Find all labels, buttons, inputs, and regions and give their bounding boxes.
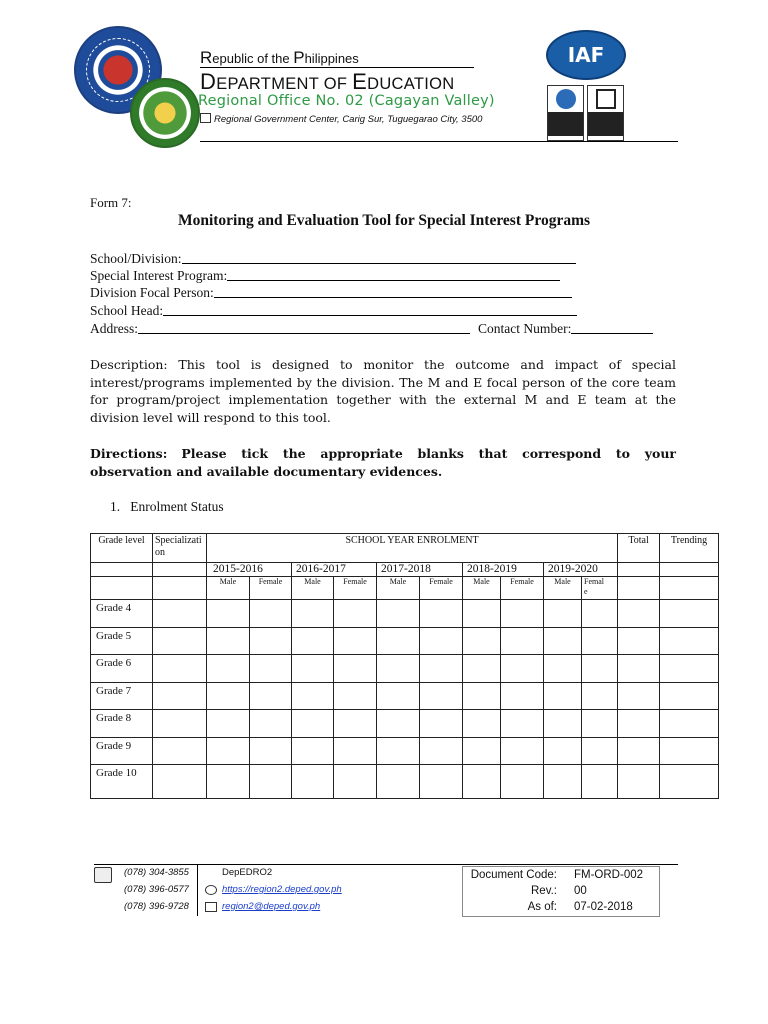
table-cell[interactable] bbox=[334, 765, 377, 799]
table-cell[interactable] bbox=[250, 600, 292, 628]
table-cell[interactable] bbox=[207, 765, 250, 799]
office-address: Regional Government Center, Carig Sur, Tuguegarao City, 3500 bbox=[200, 113, 482, 125]
phone-icon bbox=[94, 867, 112, 883]
grade-label: Grade 5 bbox=[91, 628, 153, 655]
table-cell[interactable] bbox=[544, 738, 582, 765]
table-row bbox=[91, 765, 719, 799]
col-female: Female bbox=[334, 577, 377, 600]
table-cell[interactable] bbox=[582, 710, 618, 738]
year-2019-2020: 2019-2020 bbox=[544, 563, 618, 577]
revision-number: 00 bbox=[574, 885, 587, 897]
grade-label: Grade 10 bbox=[91, 765, 153, 799]
contact-number-blank[interactable] bbox=[571, 322, 653, 334]
table-cell[interactable] bbox=[377, 683, 420, 710]
table-cell[interactable] bbox=[501, 683, 544, 710]
col-female: Female bbox=[501, 577, 544, 600]
table-cell[interactable] bbox=[463, 710, 501, 738]
col-female: Female bbox=[582, 577, 618, 600]
col-female: Female bbox=[250, 577, 292, 600]
iso-certification-badge bbox=[547, 85, 584, 141]
table-cell[interactable] bbox=[660, 683, 719, 710]
table-cell[interactable] bbox=[153, 765, 207, 799]
ukas-badge-band bbox=[588, 112, 623, 136]
table-cell[interactable] bbox=[582, 683, 618, 710]
table-cell[interactable] bbox=[377, 710, 420, 738]
table-cell[interactable] bbox=[153, 738, 207, 765]
table-row bbox=[91, 683, 719, 710]
grade-label: Grade 9 bbox=[91, 738, 153, 765]
as-of-date: 07-02-2018 bbox=[574, 901, 633, 913]
grade-label: Grade 8 bbox=[91, 710, 153, 738]
table-row bbox=[91, 738, 719, 765]
focal-person-blank[interactable] bbox=[214, 286, 572, 298]
year-2017-2018: 2017-2018 bbox=[377, 563, 463, 577]
table-cell[interactable] bbox=[420, 710, 463, 738]
table-cell[interactable] bbox=[207, 738, 250, 765]
field-school-division: School/Division: bbox=[90, 251, 576, 267]
table-cell[interactable] bbox=[463, 628, 501, 655]
table-cell[interactable] bbox=[660, 765, 719, 799]
table-sex-row bbox=[91, 577, 719, 600]
table-cell[interactable] bbox=[207, 600, 250, 628]
table-cell[interactable] bbox=[660, 655, 719, 683]
table-cell[interactable] bbox=[207, 655, 250, 683]
table-cell[interactable] bbox=[660, 628, 719, 655]
table-cell[interactable] bbox=[660, 710, 719, 738]
table-cell[interactable] bbox=[618, 683, 660, 710]
table-cell[interactable] bbox=[544, 710, 582, 738]
ukas-crown-icon bbox=[596, 89, 616, 109]
address-blank[interactable] bbox=[138, 322, 470, 334]
republic-underline bbox=[200, 67, 474, 68]
footer-email-link[interactable]: region2@deped.gov.ph bbox=[222, 901, 321, 912]
year-2018-2019: 2018-2019 bbox=[463, 563, 544, 577]
school-division-blank[interactable] bbox=[182, 252, 576, 264]
footer-phone-3: (078) 396-9728 bbox=[124, 901, 189, 912]
table-cell[interactable] bbox=[207, 628, 250, 655]
col-male: Male bbox=[463, 577, 501, 600]
section-enrolment-status: 1. Enrolment Status bbox=[110, 499, 224, 514]
table-cell[interactable] bbox=[420, 683, 463, 710]
table-cell[interactable] bbox=[420, 600, 463, 628]
table-cell[interactable] bbox=[463, 738, 501, 765]
field-school-head: School Head: bbox=[90, 303, 577, 319]
nqa-mark-icon bbox=[556, 89, 576, 109]
footer-phone-2: (078) 396-0577 bbox=[124, 884, 189, 895]
document-code: FM-ORD-002 bbox=[574, 869, 644, 881]
table-cell[interactable] bbox=[334, 600, 377, 628]
envelope-icon bbox=[205, 902, 217, 912]
table-cell[interactable] bbox=[377, 600, 420, 628]
directions-paragraph: Directions: Please tick the appropriate blanks that correspond to your observation and available documentary evidences. bbox=[90, 446, 676, 479]
grade-label: Grade 4 bbox=[91, 600, 153, 628]
as-of-row: As of: 07-02-2018 bbox=[527, 901, 633, 913]
table-cell[interactable] bbox=[582, 765, 618, 799]
table-cell[interactable] bbox=[544, 683, 582, 710]
col-male: Male bbox=[377, 577, 420, 600]
regional-office-name: Regional Office No. 02 (Cagayan Valley) bbox=[198, 93, 495, 109]
table-cell[interactable] bbox=[420, 738, 463, 765]
table-cell bbox=[91, 577, 153, 600]
footer-separator bbox=[197, 864, 198, 916]
table-cell[interactable] bbox=[420, 655, 463, 683]
table-cell[interactable] bbox=[377, 628, 420, 655]
table-cell[interactable] bbox=[250, 710, 292, 738]
table-cell[interactable] bbox=[660, 738, 719, 765]
table-cell[interactable] bbox=[377, 738, 420, 765]
footer-website-link[interactable]: https://region2.deped.gov.ph bbox=[222, 884, 342, 895]
table-cell bbox=[91, 563, 153, 577]
table-cell[interactable] bbox=[153, 628, 207, 655]
table-row bbox=[91, 710, 719, 738]
table-cell[interactable] bbox=[250, 738, 292, 765]
table-cell[interactable] bbox=[544, 765, 582, 799]
table-cell[interactable] bbox=[501, 655, 544, 683]
form-number: Form 7: bbox=[90, 195, 132, 210]
table-cell[interactable] bbox=[377, 765, 420, 799]
table-cell[interactable] bbox=[153, 655, 207, 683]
table-cell[interactable] bbox=[420, 628, 463, 655]
table-cell[interactable] bbox=[292, 765, 334, 799]
table-row bbox=[91, 655, 719, 683]
field-special-interest-program: Special Interest Program: bbox=[90, 268, 560, 284]
table-cell[interactable] bbox=[207, 710, 250, 738]
table-year-row bbox=[91, 563, 719, 577]
table-cell[interactable] bbox=[618, 600, 660, 628]
field-address: Address: Contact Number: bbox=[90, 321, 653, 337]
grade-label: Grade 7 bbox=[91, 683, 153, 710]
table-cell[interactable] bbox=[292, 738, 334, 765]
school-head-blank[interactable] bbox=[163, 304, 577, 316]
table-cell[interactable] bbox=[334, 628, 377, 655]
table-cell[interactable] bbox=[501, 600, 544, 628]
header-specialization: Specialization bbox=[153, 534, 207, 563]
department-heading: DEPARTMENT OF EDUCATION bbox=[200, 69, 455, 94]
regional-office-seal-logo bbox=[130, 78, 200, 148]
table-cell[interactable] bbox=[420, 765, 463, 799]
table-cell[interactable] bbox=[334, 710, 377, 738]
iaf-logo: IAF bbox=[546, 30, 626, 80]
table-cell[interactable] bbox=[544, 628, 582, 655]
home-icon bbox=[200, 113, 211, 123]
table-cell[interactable] bbox=[618, 628, 660, 655]
table-cell[interactable] bbox=[618, 765, 660, 799]
table-cell[interactable] bbox=[582, 628, 618, 655]
table-cell[interactable] bbox=[153, 710, 207, 738]
rev-row: Rev.: 00 bbox=[531, 885, 587, 897]
table-cell[interactable] bbox=[544, 655, 582, 683]
table-cell bbox=[618, 563, 660, 577]
table-cell[interactable] bbox=[334, 655, 377, 683]
table-cell[interactable] bbox=[501, 628, 544, 655]
footer-phone-1: (078) 304-3855 bbox=[124, 867, 189, 878]
table-cell[interactable] bbox=[250, 683, 292, 710]
header-grade-level: Grade level bbox=[91, 534, 153, 563]
doc-code-row: Document Code: FM-ORD-002 bbox=[470, 869, 644, 881]
table-cell[interactable] bbox=[618, 738, 660, 765]
table-cell[interactable] bbox=[377, 655, 420, 683]
header-divider bbox=[200, 141, 678, 142]
table-cell[interactable] bbox=[250, 655, 292, 683]
field-division-focal-person: Division Focal Person: bbox=[90, 285, 572, 301]
table-cell bbox=[153, 577, 207, 600]
table-cell[interactable] bbox=[463, 655, 501, 683]
table-row bbox=[91, 600, 719, 628]
description-paragraph: Description: This tool is designed to monitor the outcome and impact of special interest/programs implemented by the division. The M and E focal person of the core team for program/project implementation together with the external M and E team at the division level will respond to this tool. bbox=[90, 357, 676, 425]
year-2016-2017: 2016-2017 bbox=[292, 563, 377, 577]
table-cell bbox=[153, 563, 207, 577]
table-cell[interactable] bbox=[463, 683, 501, 710]
col-male: Male bbox=[207, 577, 250, 600]
col-male: Male bbox=[544, 577, 582, 600]
program-blank[interactable] bbox=[227, 269, 560, 281]
document-control-box bbox=[462, 866, 660, 917]
footer-divider bbox=[94, 864, 678, 865]
table-cell[interactable] bbox=[292, 655, 334, 683]
table-cell bbox=[660, 577, 719, 600]
table-cell[interactable] bbox=[618, 710, 660, 738]
table-cell[interactable] bbox=[501, 710, 544, 738]
enrolment-table bbox=[90, 533, 719, 799]
year-2015-2016: 2015-2016 bbox=[207, 563, 292, 577]
col-female: Female bbox=[420, 577, 463, 600]
table-row bbox=[91, 628, 719, 655]
table-cell[interactable] bbox=[250, 628, 292, 655]
table-cell[interactable] bbox=[618, 655, 660, 683]
table-cell[interactable] bbox=[153, 600, 207, 628]
table-cell[interactable] bbox=[292, 628, 334, 655]
table-cell[interactable] bbox=[292, 683, 334, 710]
globe-icon bbox=[205, 885, 217, 895]
table-cell[interactable] bbox=[292, 710, 334, 738]
table-cell[interactable] bbox=[582, 738, 618, 765]
table-cell[interactable] bbox=[660, 600, 719, 628]
table-cell[interactable] bbox=[207, 683, 250, 710]
table-cell[interactable] bbox=[582, 600, 618, 628]
table-cell[interactable] bbox=[501, 738, 544, 765]
table-cell bbox=[660, 563, 719, 577]
page-title: Monitoring and Evaluation Tool for Special Interest Programs bbox=[177, 212, 591, 229]
table-cell[interactable] bbox=[582, 655, 618, 683]
col-male: Male bbox=[292, 577, 334, 600]
table-cell[interactable] bbox=[463, 765, 501, 799]
table-header-row bbox=[91, 534, 719, 563]
table-cell bbox=[618, 577, 660, 600]
table-cell[interactable] bbox=[250, 765, 292, 799]
table-cell[interactable] bbox=[463, 600, 501, 628]
header-trending: Trending bbox=[660, 534, 719, 563]
table-cell[interactable] bbox=[501, 765, 544, 799]
table-cell[interactable] bbox=[153, 683, 207, 710]
iso-badge-band bbox=[548, 112, 583, 136]
table-cell[interactable] bbox=[292, 600, 334, 628]
footer-facebook: DepEDRO2 bbox=[222, 867, 273, 878]
header-total: Total bbox=[618, 534, 660, 563]
table-cell[interactable] bbox=[334, 738, 377, 765]
grade-label: Grade 6 bbox=[91, 655, 153, 683]
table-cell[interactable] bbox=[544, 600, 582, 628]
republic-heading: Republic of the Philippines bbox=[200, 48, 359, 67]
ukas-certification-badge bbox=[587, 85, 624, 141]
table-cell[interactable] bbox=[334, 683, 377, 710]
header-school-year-enrolment: SCHOOL YEAR ENROLMENT bbox=[207, 534, 618, 563]
